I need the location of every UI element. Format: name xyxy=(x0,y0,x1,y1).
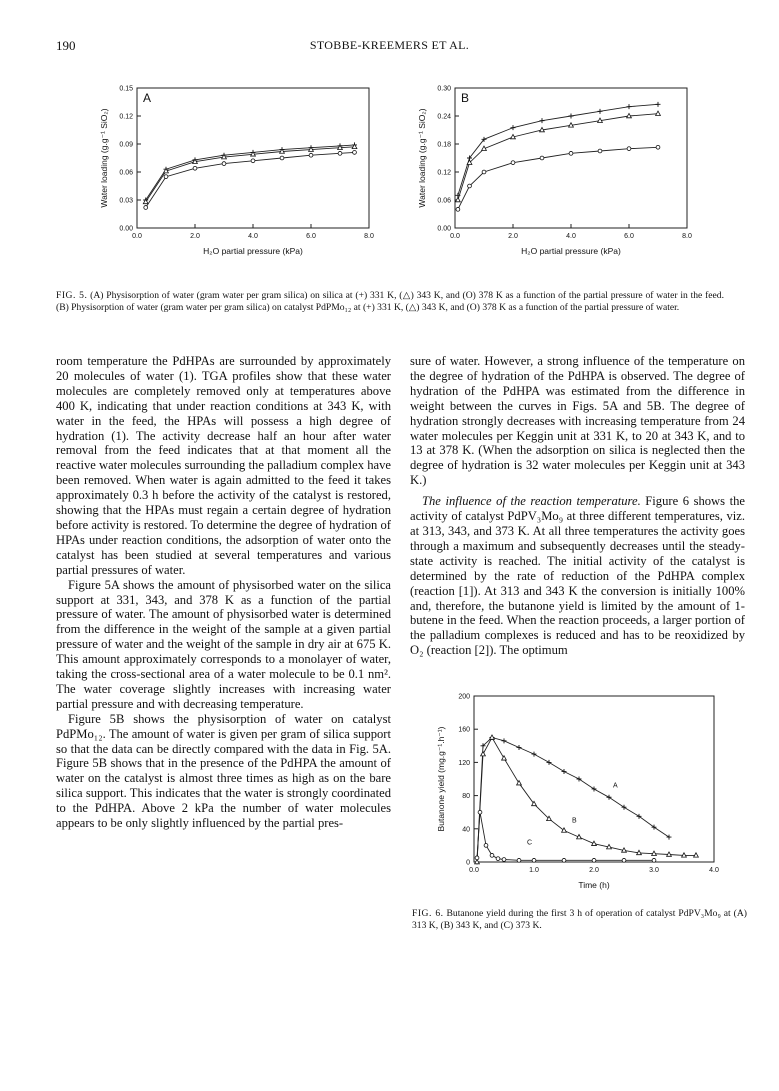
data-point xyxy=(540,118,545,123)
data-point xyxy=(562,858,566,862)
y-tick-label: 80 xyxy=(462,793,470,801)
y-tick-label: 0.00 xyxy=(119,225,133,233)
figure-6-caption xyxy=(412,908,747,931)
data-point xyxy=(482,170,486,174)
figure-5-caption xyxy=(56,290,724,313)
x-tick-label: 0.0 xyxy=(469,867,479,874)
series-line xyxy=(477,738,696,863)
x-tick-label: 6.0 xyxy=(624,233,634,240)
y-tick-label: 0.12 xyxy=(437,169,451,177)
y-axis-label: Butanone yield (mg.g⁻¹.h⁻¹) xyxy=(436,726,446,832)
paragraph: sure of water. However, a strong influence of the temperature on the degree of hydration of the PdHPA is observed. The degree of hydration of the PdHPA was estimated from the difference in weight between the curves in Figs. 5A and 5B. The degree of hydration strongly decreases with increasing temperature from 24 water molecules per Keggin unit at 331 K, to 20 at 343 K, and to 13 at 378 K. (When the adsorption on silica is neglected then the degree of hydration is 32 water molecules per Keggin unit at 343 K.) xyxy=(410,354,745,488)
x-tick-label: 3.0 xyxy=(649,867,659,874)
data-point xyxy=(622,805,627,810)
y-tick-label: 0.24 xyxy=(437,113,451,121)
series-label: C xyxy=(527,839,533,847)
data-point xyxy=(478,810,482,814)
y-tick-label: 0.12 xyxy=(119,113,133,121)
data-point xyxy=(193,166,197,170)
running-title: STOBBE-KREEMERS ET AL. xyxy=(309,38,470,52)
y-tick-label: 0.18 xyxy=(437,141,451,149)
y-tick-label: 0.30 xyxy=(437,85,451,93)
x-axis-label: Time (h) xyxy=(578,880,610,890)
data-point xyxy=(532,858,536,862)
paragraph xyxy=(410,494,745,658)
data-point xyxy=(456,207,460,211)
y-tick-label: 0.06 xyxy=(437,197,451,205)
y-axis-label: Water loading (g.g⁻¹ SiO₂) xyxy=(417,108,427,208)
data-point xyxy=(652,858,656,862)
data-point xyxy=(656,102,661,107)
x-tick-label: 4.0 xyxy=(248,233,258,240)
plot-frame xyxy=(474,696,714,862)
series-line xyxy=(458,114,658,200)
data-point xyxy=(338,151,342,155)
data-point xyxy=(511,125,516,130)
paragraph: Figure 5A shows the amount of physisorbed water on the silica support at 331, 343, and 378 K as a function of the partial pressure of water. The amount of physisorbed water is determined from the difference in the weight of the sample at a given partial pressure of water and the weight of the sample in dry air at 675 K. This amount approximately corresponds to a monolayer of water, taking the cross-sectional area of a water molecule to be 0.1 nm². The water coverage slightly increases with increasing water partial pressure and with decreasing temperature. xyxy=(56,577,391,711)
left-text-column xyxy=(56,354,391,831)
page-header xyxy=(0,38,779,58)
data-point xyxy=(490,853,494,857)
data-point xyxy=(144,206,148,210)
data-point xyxy=(562,828,567,832)
figure-6-chart xyxy=(412,688,742,900)
data-point xyxy=(598,149,602,153)
data-point xyxy=(656,145,660,149)
data-point xyxy=(569,151,573,155)
data-point xyxy=(627,147,631,151)
figure-5-caption-label: FIG. 5. xyxy=(56,290,88,301)
x-axis-label: H₂O partial pressure (kPa) xyxy=(521,246,621,256)
x-tick-label: 8.0 xyxy=(364,233,374,240)
series-label: B xyxy=(572,817,577,825)
data-point xyxy=(667,835,672,840)
x-tick-label: 4.0 xyxy=(566,233,576,240)
x-tick-label: 6.0 xyxy=(306,233,316,240)
panel-label: A xyxy=(143,91,152,105)
data-point xyxy=(592,858,596,862)
data-point xyxy=(577,777,582,782)
x-tick-label: 4.0 xyxy=(709,867,719,874)
data-point xyxy=(592,786,597,791)
data-point xyxy=(656,111,661,115)
page-number: 190 xyxy=(56,38,76,53)
data-point xyxy=(511,161,515,165)
x-tick-label: 1.0 xyxy=(529,867,539,874)
data-point xyxy=(569,114,574,119)
data-point xyxy=(562,769,567,774)
y-tick-label: 0.15 xyxy=(119,85,133,93)
y-axis-label: Water loading (g.g⁻¹ SiO₂) xyxy=(99,108,109,208)
figure-5a-chart xyxy=(82,80,382,270)
x-tick-label: 2.0 xyxy=(190,233,200,240)
y-tick-label: 0.09 xyxy=(119,141,133,149)
figure-6-caption-label: FIG. 6. xyxy=(412,908,444,919)
data-point xyxy=(547,760,552,765)
series-label: A xyxy=(613,782,618,790)
data-point xyxy=(598,109,603,114)
y-tick-label: 0.00 xyxy=(437,225,451,233)
x-tick-label: 2.0 xyxy=(589,867,599,874)
data-point xyxy=(607,795,612,800)
data-point xyxy=(496,857,500,861)
x-axis-label: H₂O partial pressure (kPa) xyxy=(203,246,303,256)
paragraph: room temperature the PdHPAs are surrounded by approximately 20 molecules of water (1). TGA profiles show that these water molecules are completely removed only at temperatures above 400 K, indicating that under reaction conditions at 343 K, with water in the feed, the HPAs will possess a high degree of hydration (1). The activity decrease half an hour after water removal from the feed indicates that at that moment all the reactive water molecules surrounding the palladium complex have been removed. When water is again admitted to the feed it takes approximately 0.3 h before the activity of the catalyst is restored, showing that the HPAs must regain a certain degree of hydration before activity is restored. To determine the degree of hydration of HPAs under reaction conditions, the adsorption of water onto the catalyst has been studied at several temperatures and various partial pressures of water. xyxy=(56,354,391,577)
data-point xyxy=(481,752,486,756)
data-point xyxy=(627,104,632,109)
figure-5b-chart xyxy=(400,80,700,270)
figure-6-caption-text: Butanone yield during the first 3 h of operation of catalyst PdPV₃Mo₉ at (A) 313 K, (B) 343 K, and (C) 373 K. xyxy=(412,908,747,931)
series-line xyxy=(477,738,669,863)
data-point xyxy=(502,756,507,760)
data-point xyxy=(475,856,479,860)
plot-frame xyxy=(137,88,369,228)
series-line xyxy=(146,147,355,202)
data-point xyxy=(353,151,357,155)
y-tick-label: 0 xyxy=(466,859,470,867)
right-text-column xyxy=(410,354,745,658)
paragraph-body: Figure 6 shows the activity of catalyst PdPV₃Mo₉ at three different temperatures, viz. at 313, 343, and 373 K. At all three temperatures the activity goes through a maximum and subsequently decreases until the steady-state activity is reached. The initial activity of the catalyst is determined by the rate of reduction of the PdHPA complex (reaction [1]). At 313 and 343 K the conversion is initially 100% and, therefore, the butanone yield is limited by the amount of 1-butene in the feed. When the reaction proceeds, a larger portion of the palladium complexes is reduced and has to be reoxidized by O₂ (reaction [2]). The optimum xyxy=(410,494,745,658)
series-line xyxy=(146,145,355,200)
plot-frame xyxy=(455,88,687,228)
data-point xyxy=(502,738,507,743)
figure-5-caption-text: (A) Physisorption of water (gram water per gram silica) on silica at (+) 331 K, (△) 343 K, and (O) 378 K as a function of the partial pressure of water in the feed. (B) Physisorption of water (gram water per gram silica) on catalyst PdPMo₁₂ at (+) 331 K, (△) 343 K, and (O) 378 K as a function of the partial pressure of water. xyxy=(56,290,724,313)
data-point xyxy=(540,156,544,160)
y-tick-label: 200 xyxy=(458,693,470,701)
series-line xyxy=(146,152,355,207)
series-line xyxy=(477,812,654,860)
y-tick-label: 40 xyxy=(462,826,470,834)
y-tick-label: 160 xyxy=(458,726,470,734)
data-point xyxy=(164,175,168,179)
section-heading: The influence of the reaction temperature. xyxy=(422,494,641,509)
x-tick-label: 0.0 xyxy=(450,233,460,240)
panel-label: B xyxy=(461,91,470,105)
paragraph: Figure 5B shows the physisorption of water on catalyst PdPMo₁₂. The amount of water is given per gram of silica support so that the data can be directly compared with the data in Fig. 5A. Figure 5B shows that in the presence of the PdHPA the amount of water on the catalyst is almost three times as high as on the bare silica support. This indicates that the water is strongly coordinated to the PdHPA. Above 2 kPa the number of water molecules appears to be only slightly influenced by the partial pres- xyxy=(56,711,391,831)
x-tick-label: 8.0 xyxy=(682,233,692,240)
data-point xyxy=(468,184,472,188)
x-tick-label: 0.0 xyxy=(132,233,142,240)
x-tick-label: 2.0 xyxy=(508,233,518,240)
series-line xyxy=(458,147,658,209)
data-point xyxy=(517,858,521,862)
y-tick-label: 120 xyxy=(458,759,470,767)
y-tick-label: 0.06 xyxy=(119,169,133,177)
data-point xyxy=(517,745,522,750)
data-point xyxy=(222,162,226,166)
data-point xyxy=(280,156,284,160)
data-point xyxy=(502,858,506,862)
data-point xyxy=(251,159,255,163)
data-point xyxy=(484,844,488,848)
data-point xyxy=(532,752,537,757)
data-point xyxy=(622,858,626,862)
y-tick-label: 0.03 xyxy=(119,197,133,205)
data-point xyxy=(309,153,313,157)
